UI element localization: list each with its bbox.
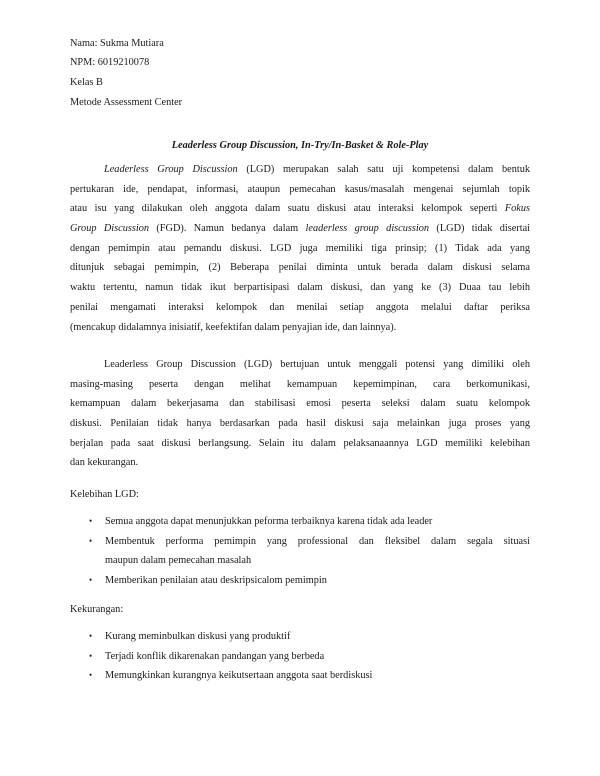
paragraph-line: berjalan pada saat diskusi berlangsung. Selain itu dalam pelaksanaannya LGD memiliki kelebihan — [70, 437, 530, 449]
text-run: atau isu yang dilakukan oleh anggota dalam suatu diskusi atau interaksi kelompok seperti — [70, 203, 505, 215]
bullet-icon: • — [89, 631, 93, 641]
list-item — [70, 532, 530, 571]
paragraph-line: penilai mengamati interaksi kelompok dan menilai setiap anggota melalui daftar periksa — [70, 301, 530, 313]
paragraph-line: kemampuan dalam bekerjasama dan stabilisasi emosi peserta seleksi dalam suatu kelompok — [70, 398, 530, 410]
italic-term: Leaderless Group Discussion — [104, 164, 238, 175]
disadvantages-list — [70, 627, 530, 686]
paragraph-line — [70, 199, 530, 219]
paragraph-line — [70, 219, 530, 239]
paragraph-line: (mencakup didalamnya inisiatif, keefektifan dalam penyajian ide, dan lainnya). — [70, 321, 397, 333]
list-item-text: Kurang meminbulkan diskusi yang produktif — [105, 631, 291, 642]
advantages-label: Kelebihan LGD: — [70, 489, 139, 500]
student-name: Nama: Sukma Mutiara — [70, 38, 164, 49]
bullet-icon: • — [89, 575, 93, 586]
list-item-text — [105, 532, 530, 571]
list-item — [70, 666, 530, 686]
italic-term: leaderless group discussion — [305, 223, 430, 235]
bullet-icon: • — [89, 516, 93, 526]
paragraph-1 — [70, 160, 530, 337]
document-title: Leaderless Group Discussion, In-Try/In-Basket & Role-Play — [171, 140, 429, 151]
list-item — [70, 627, 530, 647]
list-item-line: maupun dalam pemecahan masalah — [105, 555, 252, 567]
list-item — [70, 512, 530, 532]
paragraph-line: diskusi. Penilaian tidak hanya berdasarkan pada hasil diskusi saja melainkan juga proses yang — [70, 418, 530, 430]
paragraph-line: waktu tertentu, namun tidak ikut berpartisipasi dalam diskusi, dan yang ke (3) Duaa tau lebih — [70, 282, 530, 294]
list-item-text: Semua anggota dapat menunjukkan peforma terbaiknya karena tidak ada leader — [105, 516, 433, 527]
advantages-list — [70, 512, 530, 591]
text-run: (FGD). Namun bedanya dalam — [149, 223, 306, 235]
list-item-line: Membentuk performa pemimpin yang professional dan fleksibel dalam segala situasi — [105, 535, 530, 547]
paragraph-line: pertukaran ide, pendapat, informasi, ataupun pemecahan kasus/masalah mengenai sejumlah topik — [70, 183, 530, 195]
list-item-text: Terjadi konflik dikarenakan pandangan yang berbeda — [105, 650, 325, 662]
paragraph-line: Leaderless Group Discussion (LGD) bertujuan untuk menggali potensi yang dimiliki oleh — [104, 359, 530, 370]
list-item-text: Memungkinkan kurangnya keikutsertaan anggota saat berdiskusi — [105, 670, 373, 682]
course-name: Metode Assessment Center — [70, 97, 183, 108]
paragraph-2 — [70, 355, 530, 473]
paragraph-line: dengan pemimpin atau pemandu diskusi. LGD juga memiliki tiga prinsip; (1) Tidak ada yang — [70, 242, 530, 254]
bullet-icon: • — [89, 535, 93, 546]
bullet-icon: • — [89, 670, 93, 681]
paragraph-line: masing-masing peserta dengan melihat kemampuan kepemimpinan, cara berkomunikasi, — [70, 378, 530, 390]
bullet-icon: • — [89, 650, 93, 661]
italic-term: Fokus — [504, 203, 530, 215]
paragraph-line — [70, 160, 530, 180]
italic-term: Group Discussion — [70, 223, 150, 235]
disadvantages-label: Kekurangan: — [70, 604, 124, 615]
list-item — [70, 647, 530, 667]
text-run: (LGD) merupakan salah satu uji kompetensi dalam bentuk — [237, 164, 530, 175]
student-class: Kelas B — [70, 77, 103, 88]
list-item-text: Memberikan penilaian atau deskripsicalom pemimpin — [105, 575, 327, 587]
paragraph-line: dan kekurangan. — [70, 457, 139, 469]
paragraph-line: ditunjuk sebagai pemimpin, (2) Beberapa penilai diminta untuk berada dalam diskusi selama — [70, 262, 530, 274]
student-npm: NPM: 6019210078 — [70, 57, 150, 68]
text-run: (LGD) tidak disertai — [429, 223, 530, 235]
list-item — [70, 571, 530, 591]
